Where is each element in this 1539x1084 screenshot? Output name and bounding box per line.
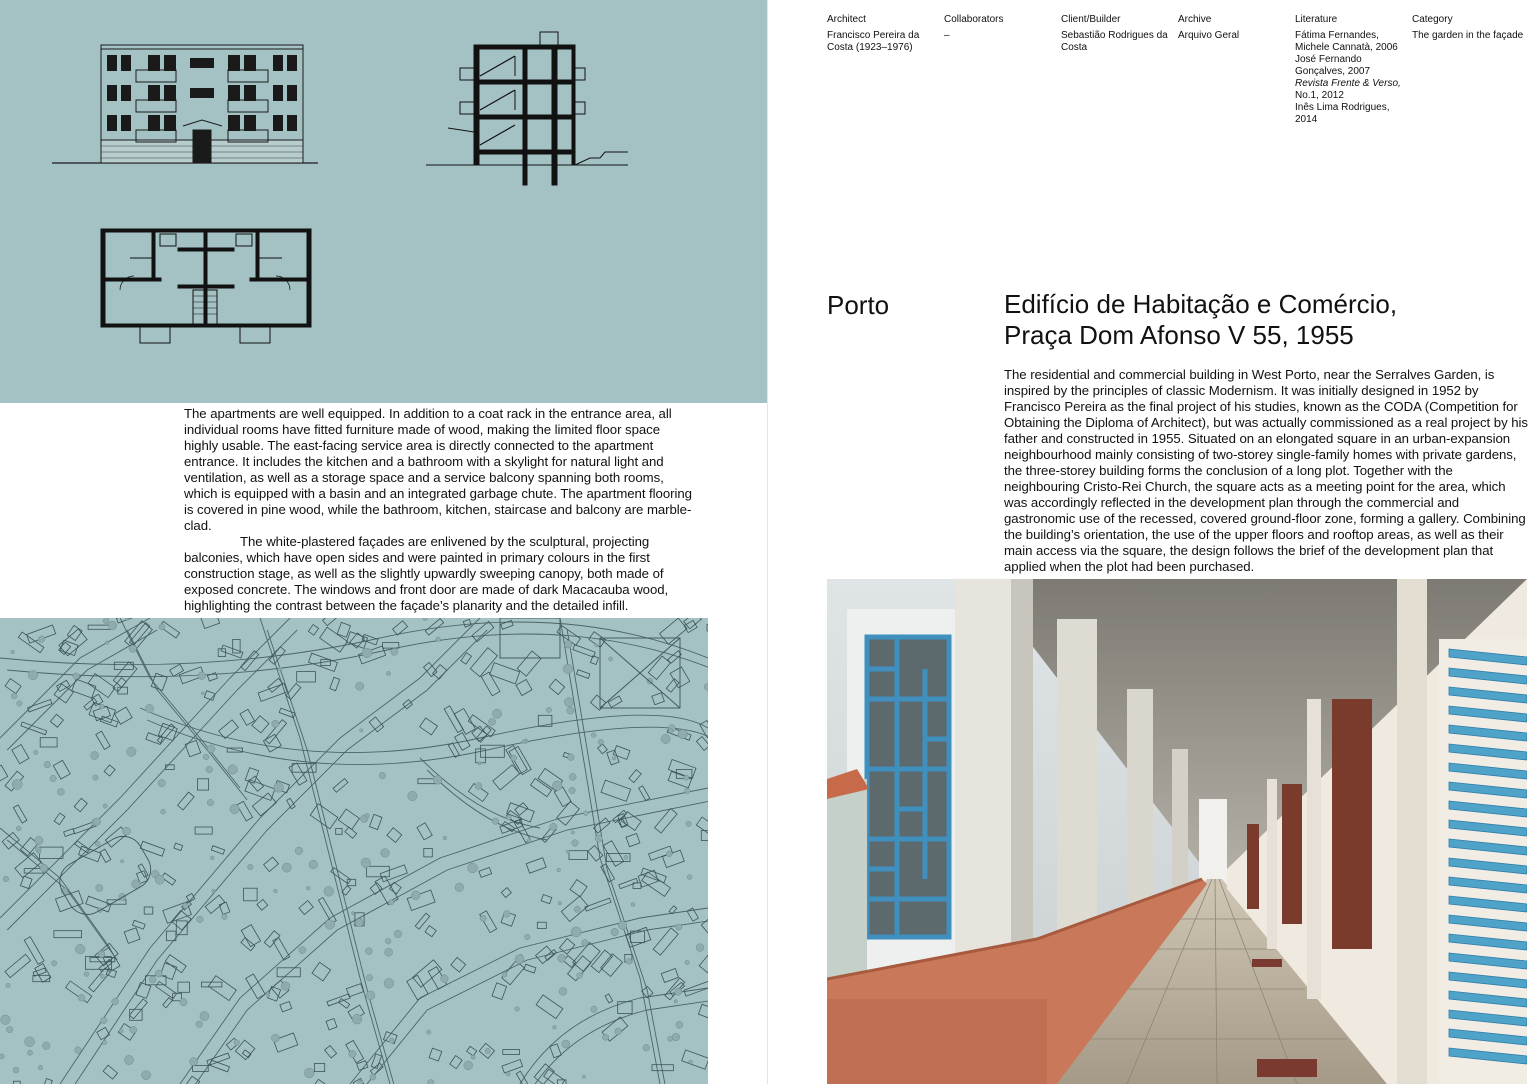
title-line-1: Edifício de Habitação e Comércio, [1004, 289, 1398, 319]
literature-entry: José Fernando Gonçalves, 2007 [1295, 54, 1371, 77]
meta-literature [1295, 14, 1407, 126]
meta-archive [1178, 14, 1290, 42]
meta-category [1412, 14, 1534, 42]
meta-literature-label: Literature [1295, 14, 1338, 25]
literature-entry: No.1, 2012 [1295, 90, 1344, 101]
title-line-2: Praça Dom Afonso V 55, 1955 [1004, 320, 1354, 350]
meta-archive-label: Archive [1178, 14, 1212, 25]
literature-entry: Inês Lima Rodrigues, 2014 [1295, 102, 1390, 125]
gallery-corridor-photo [827, 579, 1527, 1084]
meta-client [1061, 14, 1173, 54]
city-heading: Porto [827, 290, 890, 320]
meta-client-value: Sebastião Rodrigues da Costa [1061, 30, 1168, 53]
left-paragraph-1: The apartments are well equipped. In addition to a coat rack in the entrance area, all individual rooms have fitted furniture made of wood, making the limited floor space highly usable. The east-facing service area is directly connected to the apartment entrance. It includes the kitchen and a bathroom with a skylight for natural light and ventilation, as well as a storage space and a service balcony spanning both rooms, which is equipped with a basin and an integrated garbage chute. The apartment flooring is covered in pine wood, while the bathroom, kitchen, staircase and balcony are marble-clad. [184, 406, 692, 533]
intro-paragraph: The residential and commercial building in West Porto, near the Serralves Garden, is inspired by the principles of classic Modernism. It was initially designed in 1952 by Francisco Pereira as the final project of his studies, known as the CODA (Competition for Obtaining the Diploma of Architect), but was actually commissioned as a real project by his father and constructed in 1955. Situated on an elongated square in an urban-expansion neighbourhood mainly consisting of two-storey single-family homes with private gardens, the three-storey building forms the conclusion of a long plot. Together with the neighbouring Cristo-Rei Church, the square acts as a meeting point for the area, which was accordingly reflected in the development plan through the commercial and gastronomic use of the recessed, covered ground-floor zone, forming a gallery. Combining the building’s orientation, the use of the upper floors and rooftop areas, as well as their main access via the square, the design follows the brief of the development plan that applied when the plot had been purchased. [1004, 367, 1528, 574]
meta-category-value: The garden in the façade [1412, 30, 1524, 41]
architectural-drawings-panel [0, 0, 767, 403]
literature-entry: Revista Frente & Verso, [1295, 78, 1401, 89]
site-map [0, 618, 708, 1084]
meta-collaborators-label: Collaborators [944, 14, 1004, 25]
meta-architect [827, 14, 939, 54]
floor-plan-drawing [0, 0, 767, 403]
meta-client-label: Client/Builder [1061, 14, 1121, 25]
page-gutter [767, 0, 768, 1084]
site-map-drawing [0, 618, 708, 1084]
meta-collaborators-value: – [944, 30, 950, 41]
intro-body-text [1004, 367, 1530, 575]
meta-category-label: Category [1412, 14, 1453, 25]
building-title [1004, 289, 1534, 351]
left-page [0, 0, 767, 1084]
left-body-text [184, 406, 694, 614]
meta-archive-value: Arquivo Geral [1178, 30, 1240, 41]
corridor-illustration [827, 579, 1527, 1084]
left-paragraph-2: The white-plastered façades are enlivened by the sculptural, projecting balconies, which have open sides and were painted in primary colours in the first construction stage, as well as the slightly upwardly sweeping canopy, both made of exposed concrete. The windows and front door are made of dark Macacauba wood, highlighting the contrast between the façade’s planarity and the detailed infill. [184, 534, 669, 613]
literature-entry: Fátima Fernandes, Michele Cannatà, 2006 [1295, 30, 1398, 53]
meta-architect-label: Architect [827, 14, 866, 25]
meta-architect-value: Francisco Pereira da Costa (1923–1976) [827, 30, 920, 53]
meta-collaborators [944, 14, 1056, 42]
